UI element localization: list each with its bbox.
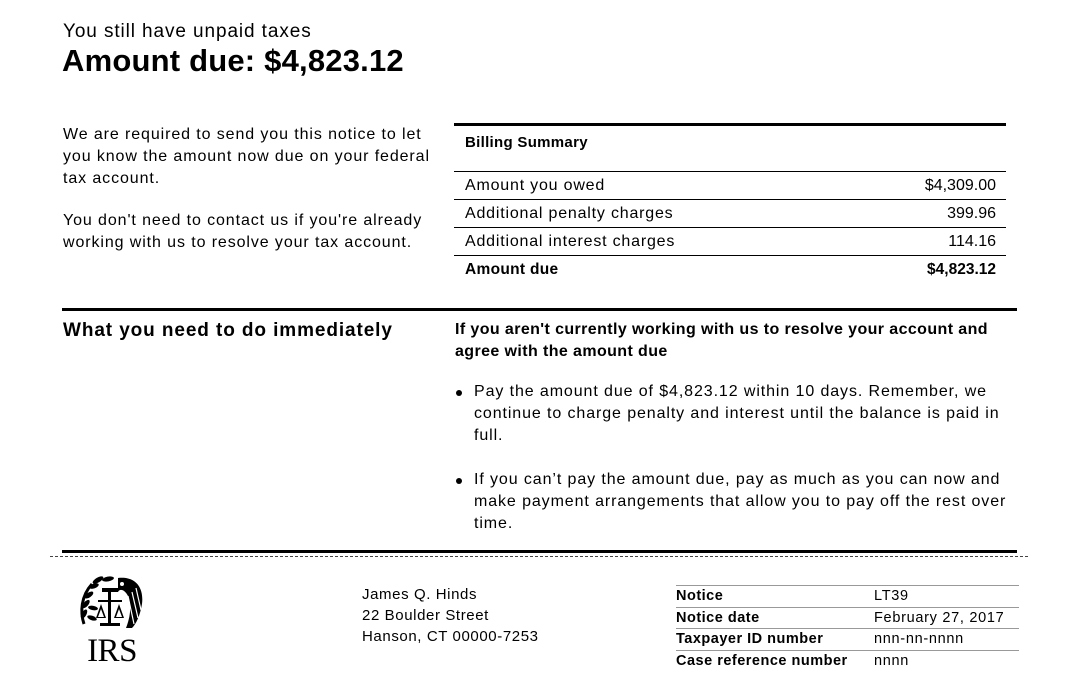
billing-summary-title: Billing Summary bbox=[465, 134, 588, 151]
billing-row-label: Amount you owed bbox=[465, 176, 606, 194]
billing-row-label: Additional penalty charges bbox=[465, 204, 674, 222]
notice-info-value: nnnn bbox=[874, 652, 910, 669]
taxpayer-address bbox=[362, 584, 539, 647]
billing-row-value: $4,309.00 bbox=[924, 176, 996, 194]
action-section-body bbox=[455, 319, 1015, 557]
notice-info-label: Taxpayer ID number bbox=[676, 631, 824, 648]
action-bullet-item bbox=[455, 469, 1015, 535]
notice-info-table bbox=[676, 585, 1019, 671]
notice-info-row bbox=[676, 585, 1019, 607]
billing-row-label: Additional interest charges bbox=[465, 232, 676, 250]
billing-summary-table bbox=[454, 123, 1006, 283]
irs-eagle-scales-icon bbox=[78, 574, 146, 630]
notice-info-row bbox=[676, 650, 1019, 672]
notice-info-value: nnn-nn-nnnn bbox=[874, 631, 964, 648]
address-street: 22 Boulder Street bbox=[362, 607, 489, 624]
notice-info-label: Notice bbox=[676, 588, 724, 605]
action-lead: If you aren't currently working with us to resolve your account and agree with the amount due bbox=[455, 321, 988, 360]
section-divider bbox=[62, 308, 1017, 311]
billing-row-value: 114.16 bbox=[948, 232, 996, 250]
irs-logo-text: IRS bbox=[87, 633, 137, 669]
intro-paragraph: We are required to send you this notice to let you know the amount now due on your federal tax account. bbox=[63, 126, 430, 187]
address-city-state-zip: Hanson, CT 00000-7253 bbox=[362, 628, 539, 645]
intro-text bbox=[63, 124, 448, 274]
action-bullet-list bbox=[455, 381, 1015, 535]
billing-row-value: 399.96 bbox=[947, 204, 996, 222]
bullet-icon bbox=[456, 478, 462, 484]
action-bullet-item bbox=[455, 381, 1015, 447]
action-section-heading: What you need to do immediately bbox=[63, 320, 393, 341]
tear-off-line bbox=[50, 556, 1028, 557]
billing-total-label: Amount due bbox=[465, 260, 559, 278]
notice-subtitle: You still have unpaid taxes bbox=[63, 21, 312, 42]
bottom-divider bbox=[62, 550, 1017, 553]
notice-info-row bbox=[676, 607, 1019, 629]
notice-info-value: February 27, 2017 bbox=[874, 609, 1005, 626]
billing-total-value: $4,823.12 bbox=[927, 260, 996, 278]
action-bullet-text: If you can’t pay the amount due, pay as much as you can now and make payment arrangements that allow you to pay off the rest over time. bbox=[474, 471, 1007, 532]
amount-due-headline: Amount due: $4,823.12 bbox=[62, 43, 404, 78]
billing-row bbox=[454, 227, 1006, 255]
notice-info-row bbox=[676, 628, 1019, 650]
billing-row bbox=[454, 171, 1006, 199]
notice-info-label: Notice date bbox=[676, 609, 760, 626]
notice-info-label: Case reference number bbox=[676, 652, 848, 669]
billing-total-row bbox=[454, 255, 1006, 283]
action-bullet-text: Pay the amount due of $4,823.12 within 10 days. Remember, we continue to charge penalty and interest until the balance is paid in full. bbox=[474, 383, 1000, 444]
bullet-icon bbox=[456, 390, 462, 396]
address-name: James Q. Hinds bbox=[362, 586, 478, 603]
intro-paragraph: You don't need to contact us if you're already working with us to resolve your tax account. bbox=[63, 212, 423, 251]
irs-logo bbox=[78, 574, 146, 669]
billing-row bbox=[454, 199, 1006, 227]
notice-info-value: LT39 bbox=[874, 588, 909, 605]
